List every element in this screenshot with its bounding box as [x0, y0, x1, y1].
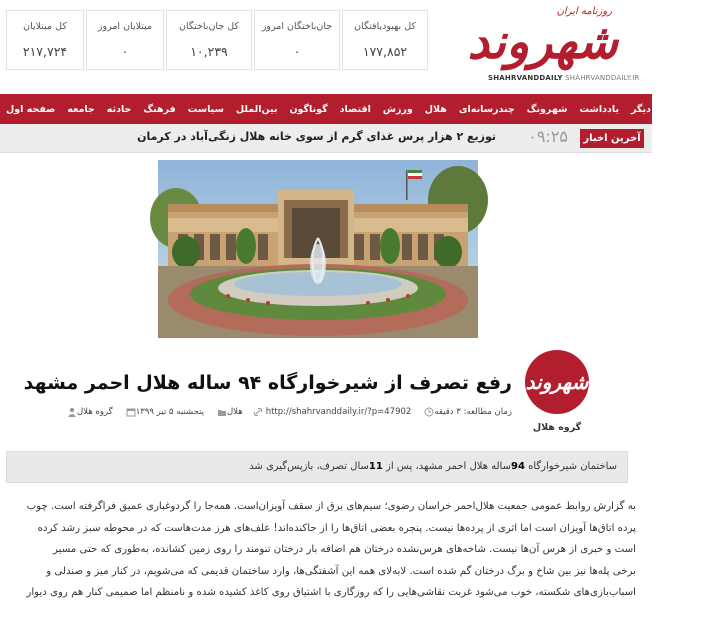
- nav-item-sports[interactable]: ورزش: [382, 103, 413, 115]
- article-hero-image: [158, 160, 478, 338]
- clock-icon: [424, 407, 434, 417]
- author-block[interactable]: [522, 350, 592, 433]
- stat-value: ۲۱۷,۷۲۴: [22, 44, 68, 59]
- main-nav: [0, 94, 713, 124]
- stat-today-infected: [86, 10, 164, 70]
- meta-reading-time-label: زمان مطالعه: ۳ دقیقه: [434, 407, 512, 417]
- author-avatar: شهروند: [525, 350, 589, 414]
- lead-number-2: 11: [368, 461, 383, 472]
- meta-group-label: گروه هلال: [76, 407, 113, 417]
- body-line: پرده اتاق‌ها آویزان است اما اثری از پرده‌ها نیست. پنجره بعضی اتاق‌ها را از جاکنده‌اند! علف‌های هرز مدت‌هاست که در محوطه سبز رشد کرده: [37, 522, 636, 534]
- user-icon: [67, 407, 77, 417]
- article-body: [16, 496, 636, 604]
- nav-item-home[interactable]: صفحه اول: [6, 103, 56, 115]
- meta-tag-label: هلال: [226, 407, 243, 417]
- logo-domain-bold: SHAHRVANDDAILY: [488, 74, 563, 82]
- lead-part-2: ساله هلال احمر مشهد، پس از: [382, 461, 511, 472]
- nav-item-notes[interactable]: یادداشت: [579, 103, 620, 115]
- meta-tag[interactable]: [214, 407, 243, 417]
- site-logo[interactable]: [467, 6, 640, 86]
- stat-label: کل میتلایان: [23, 21, 67, 32]
- stat-total-recovered: [342, 10, 428, 70]
- stat-label: کل جان‌باختگان: [179, 21, 239, 32]
- nav-item-politics[interactable]: سیاست: [187, 103, 224, 115]
- nav-item-misc[interactable]: گوناگون: [289, 103, 328, 115]
- stat-label: کل بهبودیافتگان: [354, 21, 416, 32]
- meta-group[interactable]: [64, 407, 113, 417]
- ticker-label: آخرین اخبار: [580, 129, 644, 148]
- nav-item-international[interactable]: بین‌الملل: [235, 103, 278, 115]
- nav-item-economy[interactable]: اقتصاد: [339, 103, 371, 115]
- body-line: اسباب‌بازی‌های شکسته، خوب می‌شود غربت نقاشی‌هایی را که روزگاری با اشتیاق روی کاغذ کشیده شده و نامنظم اما صمیمی کنار هم روی دیوار: [26, 587, 636, 598]
- meta-reading-time: [421, 407, 512, 417]
- stat-value: ۰: [121, 44, 129, 59]
- nav-item-helal[interactable]: هلال: [424, 103, 447, 115]
- logo-domain: [488, 74, 640, 82]
- stat-value: ۱۰,۲۳۹: [190, 44, 228, 59]
- ticker-headline[interactable]: توزیع ۲ هزار پرس غذای گرم از سوی خانه هلال زنگی‌آباد در کرمان: [137, 130, 496, 143]
- body-line: برخی پله‌ها نیز بین شاخ و برگ درختان گم شده است. لابه‌لای همه این آشفتگی‌ها، وارد ساختمان قدیمی که می‌شویم، در کنار میز و صندلی و: [46, 565, 636, 577]
- lead-number-1: 94: [511, 461, 525, 472]
- stat-today-deaths: [254, 10, 340, 70]
- nav-item-other-media[interactable]: از رسانه‌های دیگر: [631, 103, 713, 115]
- logo-wordmark: شهروند: [467, 14, 618, 70]
- folder-icon: [217, 407, 227, 417]
- author-name: گروه هلال: [532, 422, 582, 433]
- covid-stats: [6, 10, 430, 70]
- article-lead: [6, 451, 628, 483]
- calendar-icon: [126, 407, 136, 417]
- stat-label: میتلایان امروز: [97, 21, 153, 32]
- nav-item-shahrvang[interactable]: شهرونگ: [526, 103, 568, 115]
- stat-total-infected: [6, 10, 84, 70]
- meta-url-label: http://shahrvanddaily.ir/?p=47902: [265, 407, 412, 417]
- stat-value: ۱۷۷,۸۵۲: [362, 44, 408, 59]
- article-meta: [54, 407, 512, 417]
- nav-item-society[interactable]: جامعه: [67, 103, 95, 115]
- building-photo: [158, 160, 478, 338]
- ticker-time: ۰۹:۲۵: [528, 127, 568, 146]
- nav-item-multimedia[interactable]: چندرسانه‌ای: [458, 103, 515, 115]
- meta-date-label: پنجشنبه ۵ تیر ۱۳۹۹: [135, 407, 204, 417]
- body-line: به گزارش روابط عمومی جمعیت هلال‌احمر خراسان رضوی؛ سیم‌های برق از سقف آویزان‌است. همه‌جا را گردوغباری عمیق فراگرفته است. چوب: [26, 501, 636, 512]
- logo-tagline: روزنامه ایران: [556, 6, 612, 17]
- lead-part-1: ساختمان شیرخوارگاه: [524, 461, 617, 472]
- nav-item-incidents[interactable]: حادثه: [106, 103, 132, 115]
- site-header: [0, 0, 652, 92]
- logo-domain-rest: SHAHRVANDDAILY.IR: [562, 74, 640, 82]
- meta-shortlink[interactable]: [253, 407, 412, 417]
- link-icon: [253, 407, 263, 417]
- stat-label: جان‌باختگان امروز: [261, 21, 333, 32]
- body-line: است و خبری از هرس آن‌ها نیست. شاخه‌های هرس‌نشده درختان هم اضافه بار درختان تنومند را روی زمین کشانده، به‌طوری که حتی مسیر: [53, 544, 636, 555]
- nav-item-culture[interactable]: فرهنگ: [143, 103, 176, 115]
- news-ticker: [0, 124, 652, 153]
- stat-total-deaths: [166, 10, 252, 70]
- meta-date: [123, 407, 204, 417]
- article-title: رفع تصرف از شیرخوارگاه ۹۴ ساله هلال احمر مشهد: [23, 372, 512, 394]
- stat-value: ۰: [293, 44, 301, 59]
- lead-part-3: سال تصرف، بازپس‌گیری شد: [249, 461, 369, 472]
